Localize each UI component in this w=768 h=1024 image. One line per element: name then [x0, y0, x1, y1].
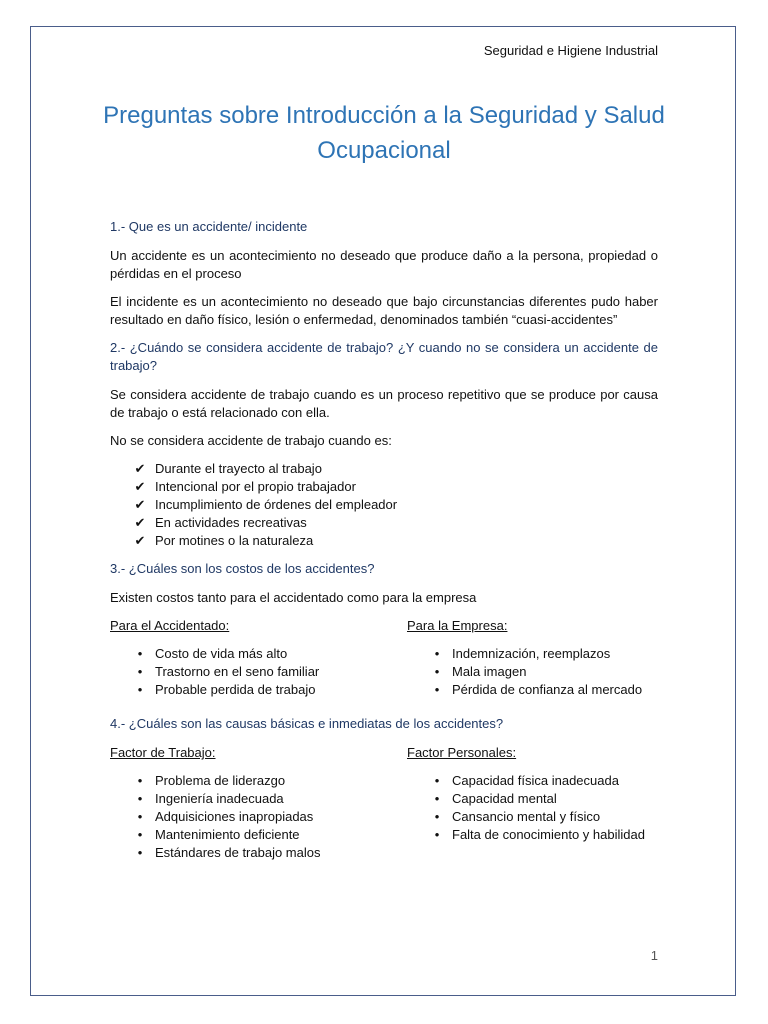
bullet-icon: • [434, 791, 440, 806]
factor-personales-column [407, 744, 658, 872]
page-number: 1 [650, 948, 658, 963]
running-header: Seguridad e Higiene Industrial [483, 43, 658, 58]
checklist-item [110, 532, 658, 550]
checklist-item-label: Intencional por el propio trabajador [155, 479, 356, 494]
checklist-item-label: En actividades recreativas [155, 515, 307, 530]
bullet-item [407, 790, 658, 808]
costs-columns [110, 617, 658, 709]
checkmark-icon: ✔ [134, 515, 146, 530]
bullet-item-label: Estándares de trabajo malos [155, 845, 321, 860]
bullet-item [407, 663, 658, 681]
bullet-item [407, 808, 658, 826]
bullet-item [110, 645, 407, 663]
bullet-icon: • [434, 664, 440, 679]
checkmark-icon: ✔ [134, 461, 146, 476]
bullet-icon: • [137, 664, 143, 679]
bullet-icon: • [137, 845, 143, 860]
bullet-item-label: Probable perdida de trabajo [155, 682, 316, 697]
answer-1-paragraph-1: Un accidente es un acontecimiento no deseado que produce daño a la persona, propiedad o pérdidas en el proceso [110, 248, 658, 281]
costs-empresa-column [407, 617, 658, 709]
bullet-icon: • [434, 809, 440, 824]
column-title: Para la Empresa: [407, 618, 508, 633]
bullet-item-label: Cansancio mental y físico [452, 809, 601, 824]
bullet-icon: • [137, 791, 143, 806]
bullet-icon: • [137, 809, 143, 824]
checklist-item-label: Durante el trayecto al trabajo [155, 461, 322, 476]
factor-trabajo-column [110, 744, 407, 872]
document-title: Preguntas sobre Introducción a la Seguridad y Salud Ocupacional [103, 102, 665, 164]
bullet-item-label: Costo de vida más alto [155, 646, 288, 661]
bullet-item [110, 681, 407, 699]
bullet-item [110, 808, 407, 826]
checkmark-icon: ✔ [134, 497, 146, 512]
answer-1-paragraph-2: El incidente es un acontecimiento no deseado que bajo circunstancias diferentes pudo haber resultado en daño físico, lesión o enfermedad, denominados también “cuasi-accidentes” [110, 294, 658, 327]
costs-accidentado-column [110, 617, 407, 709]
bullet-item [407, 826, 658, 844]
column-title: Para el Accidentado: [110, 618, 230, 633]
bullet-list [407, 645, 658, 699]
causes-columns [110, 744, 658, 872]
bullet-icon: • [137, 646, 143, 661]
checklist-item-label: Incumplimiento de órdenes del empleador [155, 497, 398, 512]
checklist [110, 460, 658, 550]
bullet-item [110, 663, 407, 681]
checklist-item [110, 460, 658, 478]
bullet-item-label: Trastorno en el seno familiar [155, 664, 320, 679]
bullet-icon: • [434, 827, 440, 842]
bullet-item [110, 790, 407, 808]
question-2: 2.- ¿Cuándo se considera accidente de trabajo? ¿Y cuando no se considera un accidente de trabajo? [110, 340, 658, 373]
bullet-item-label: Falta de conocimiento y habilidad [452, 827, 645, 842]
bullet-item [407, 681, 658, 699]
checklist-item-label: Por motines o la naturaleza [155, 533, 314, 548]
bullet-list [110, 772, 407, 862]
bullet-icon: • [434, 773, 440, 788]
checklist-item [110, 478, 658, 496]
bullet-list [407, 772, 658, 844]
question-1: 1.- Que es un accidente/ incidente [110, 219, 308, 234]
answer-3-paragraph-1: Existen costos tanto para el accidentado como para la empresa [110, 590, 477, 605]
checkmark-icon: ✔ [134, 533, 146, 548]
bullet-item-label: Capacidad mental [452, 791, 557, 806]
bullet-item-label: Indemnización, reemplazos [452, 646, 611, 661]
bullet-item [110, 826, 407, 844]
bullet-item-label: Capacidad física inadecuada [452, 773, 619, 788]
bullet-item [407, 772, 658, 790]
bullet-list [110, 645, 407, 699]
bullet-item [407, 645, 658, 663]
bullet-item-label: Adquisiciones inapropiadas [155, 809, 314, 824]
bullet-item-label: Pérdida de confianza al mercado [452, 682, 643, 697]
bullet-icon: • [434, 682, 440, 697]
answer-2-paragraph-1: Se considera accidente de trabajo cuando es un proceso repetitivo que se produce por causa de trabajo o está relacionado con ella. [110, 387, 658, 420]
bullet-icon: • [137, 682, 143, 697]
bullet-item-label: Problema de liderazgo [155, 773, 286, 788]
bullet-item-label: Ingeniería inadecuada [155, 791, 284, 806]
column-title: Factor Personales: [407, 745, 517, 760]
answer-2-paragraph-2: No se considera accidente de trabajo cuando es: [110, 433, 392, 448]
bullet-icon: • [137, 773, 143, 788]
checklist-item [110, 514, 658, 532]
bullet-item-label: Mala imagen [452, 664, 527, 679]
column-title: Factor de Trabajo: [110, 745, 216, 760]
bullet-icon: • [434, 646, 440, 661]
checklist-item [110, 496, 658, 514]
bullet-item-label: Mantenimiento deficiente [155, 827, 300, 842]
checkmark-icon: ✔ [134, 479, 146, 494]
bullet-icon: • [137, 827, 143, 842]
question-4: 4.- ¿Cuáles son las causas básicas e inmediatas de los accidentes? [110, 716, 504, 731]
document-body [110, 218, 658, 878]
question-3: 3.- ¿Cuáles son los costos de los accidentes? [110, 561, 375, 576]
bullet-item [110, 772, 407, 790]
bullet-item [110, 844, 407, 862]
